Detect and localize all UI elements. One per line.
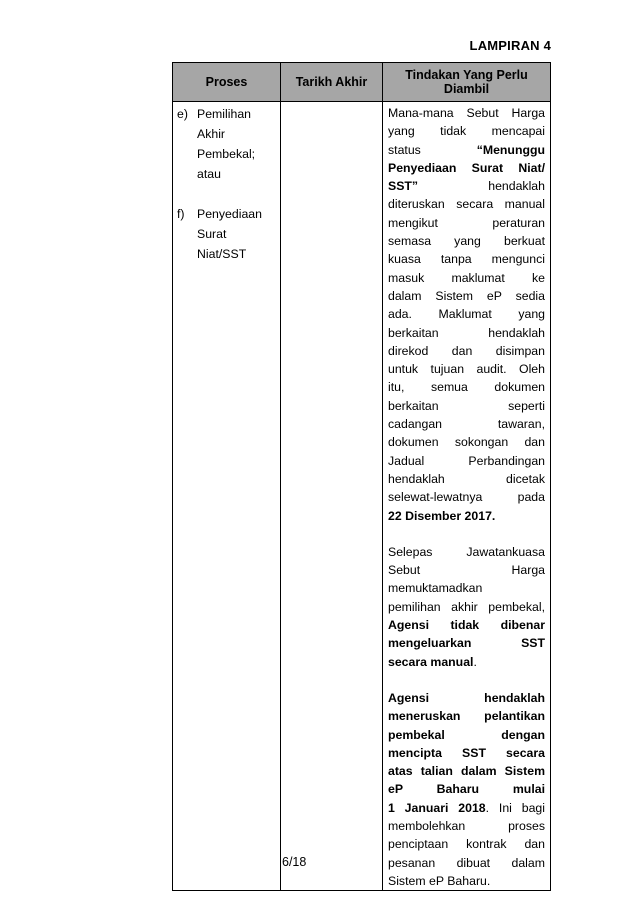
tindakan-line: pemilihan akhir pembekal,: [388, 599, 545, 614]
tindakan-line: berkaitan hendaklah: [388, 325, 545, 340]
tindakan-line: Selepas Jawatankuasa: [388, 544, 545, 559]
tindakan-line: Agensi hendaklah: [388, 690, 545, 705]
header-tarikh-akhir: Tarikh Akhir: [281, 63, 383, 102]
tindakan-line: pesanan dibuat dalam: [388, 855, 545, 870]
tindakan-line: status “Menunggu: [388, 142, 545, 157]
page-number: 6/18: [282, 855, 307, 869]
tindakan-line: SST” hendaklah: [388, 179, 545, 194]
tindakan-line: Penyediaan Surat Niat/: [388, 160, 545, 175]
proses-item-label: f): [177, 207, 185, 221]
tindakan-line: semasa yang berkuat: [388, 234, 545, 249]
tindakan-paragraph-3: [388, 689, 545, 890]
tindakan-line: Sistem eP Baharu.: [388, 873, 491, 888]
tindakan-line: dokumen sokongan dan: [388, 435, 545, 450]
proses-item-e: [177, 104, 276, 184]
tindakan-line: pembekal dengan: [388, 727, 545, 742]
tindakan-line: mengeluarkan SST: [388, 636, 545, 651]
tindakan-cell: [383, 102, 551, 891]
tindakan-line: Sebut Harga: [388, 563, 545, 578]
tindakan-line: cadangan tawaran,: [388, 417, 545, 432]
tindakan-paragraph-1: [388, 104, 545, 525]
proses-line: Akhir: [197, 127, 226, 141]
table-header-row: [173, 63, 551, 102]
tindakan-line: 22 Disember 2017.: [388, 508, 496, 523]
proses-line: Penyediaan: [197, 207, 262, 221]
tindakan-line: yang tidak mencapai: [388, 124, 545, 139]
tindakan-line: meneruskan pelantikan: [388, 709, 545, 724]
proses-item-label: e): [177, 107, 188, 121]
tindakan-line: ada. Maklumat yang: [388, 307, 545, 322]
table-row: [173, 102, 551, 891]
proses-item-f: [177, 204, 276, 264]
tindakan-line: itu, semua dokumen: [388, 380, 545, 395]
tindakan-line: 1 Januari 2018. Ini bagi: [388, 800, 545, 815]
proses-line: Pemilihan: [197, 107, 251, 121]
tindakan-line: atas talian dalam Sistem: [388, 764, 545, 779]
tarikh-akhir-cell: [281, 102, 383, 891]
tindakan-paragraph-2: [388, 543, 545, 671]
tindakan-line: eP Baharu mulai: [388, 782, 545, 797]
proses-line: Surat Niat/SST: [197, 227, 247, 261]
tindakan-line: secara manual.: [388, 654, 477, 669]
header-tindakan: Tindakan Yang Perlu Diambil: [383, 63, 551, 102]
tindakan-line: Jadual Perbandingan: [388, 453, 545, 468]
lampiran-label: LAMPIRAN 4: [469, 38, 551, 53]
tindakan-line: penciptaan kontrak dan: [388, 837, 545, 852]
tindakan-line: membolehkan proses: [388, 818, 545, 833]
tindakan-line: selewat-lewatnya pada: [388, 490, 545, 505]
tindakan-line: Mana-mana Sebut Harga: [388, 106, 545, 120]
tindakan-line: diteruskan secara manual: [388, 197, 545, 212]
tindakan-line: kuasa tanpa mengunci: [388, 252, 545, 267]
tindakan-line: masuk maklumat ke: [388, 270, 545, 285]
process-table: [172, 62, 551, 891]
tindakan-line: berkaitan seperti: [388, 398, 545, 413]
tindakan-line: dalam Sistem eP sedia: [388, 288, 545, 303]
tindakan-line: memuktamadkan: [388, 581, 483, 596]
tindakan-line: mencipta SST secara: [388, 745, 545, 760]
tindakan-line: direkod dan disimpan: [388, 343, 545, 358]
tindakan-line: mengikut peraturan: [388, 215, 545, 230]
proses-cell: [173, 102, 281, 891]
proses-line: Pembekal;: [197, 147, 256, 161]
proses-line: atau: [197, 167, 221, 181]
header-proses: Proses: [173, 63, 281, 102]
tindakan-line: hendaklah dicetak: [388, 471, 545, 486]
tindakan-line: untuk tujuan audit. Oleh: [388, 362, 545, 377]
tindakan-line: Agensi tidak dibenar: [388, 618, 545, 633]
